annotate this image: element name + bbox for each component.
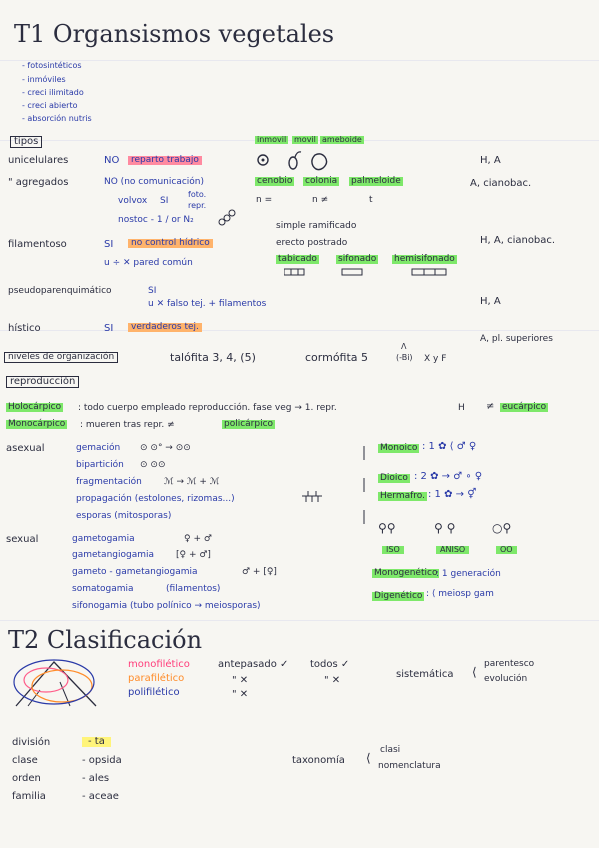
cell-types-drawing — [255, 150, 335, 172]
niveles-label: niveles de organización — [4, 352, 118, 363]
reproduccion-label: reproducción — [6, 376, 79, 388]
col-antepasado: antepasado ✓ — [218, 659, 289, 670]
hermafro-term: Hermafro. — [380, 491, 426, 501]
asexual-item: fragmentación — [76, 477, 142, 487]
gamete-aniso-drawing: ⚲ ⚲ — [434, 521, 456, 535]
monocarpico-term: Monocárpico — [8, 419, 66, 429]
sexual-symbol: ♂ + [♀] — [242, 567, 277, 577]
cladogram-drawing — [10, 652, 110, 710]
col-todos: todos ✓ — [310, 659, 350, 670]
monogenetico-text: : 1 generación — [436, 569, 501, 579]
filam-simple: simple ramificado — [276, 221, 357, 231]
rank-label: clase — [12, 755, 38, 766]
sexual-label: sexual — [6, 534, 39, 545]
section-title-t1: T1 Organsismos vegetales — [14, 20, 335, 48]
rank-suffix: - opsida — [82, 755, 122, 766]
taxonomia-nomenclatura: nomenclatura — [378, 761, 441, 771]
sexual-item: gameto - gametangiogamia — [72, 567, 198, 577]
mobility-movil: movil — [294, 135, 316, 144]
agreg-no: NO (no comunicación) — [104, 177, 205, 187]
mobility-inmovil: inmovil — [257, 135, 287, 144]
tipos-label: tipos — [10, 136, 42, 148]
trait-item: - absorción nutris — [22, 114, 92, 123]
asexual-item: gemación — [76, 443, 121, 453]
sexual-item: gametogamia — [72, 534, 135, 544]
agreg-n1: n = — [256, 195, 273, 205]
agreg-nostoc: nostoc - 1 ∕ or N₂ — [118, 215, 194, 225]
propagation-drawing — [300, 490, 326, 504]
term-monofiletico: monofilético — [128, 659, 190, 670]
agreg-volvox: volvox — [118, 196, 148, 206]
eucarpico-term: eucárpico — [502, 402, 547, 412]
sistematica-evolucion: evolución — [484, 674, 528, 684]
trait-item: - fotosintéticos — [22, 61, 82, 70]
asexual-item: esporas (mitosporas) — [76, 511, 172, 521]
histico-highlight: verdaderos tej. — [128, 323, 202, 332]
rank-label: división — [12, 737, 51, 748]
asexual-symbol: ⊙ ⊙⊙ — [140, 460, 166, 470]
rank-label: orden — [12, 773, 41, 784]
row-label-filamentoso: filamentoso — [8, 239, 67, 250]
poli-antepasado: " ✕ — [232, 689, 249, 700]
monogenetico-term: Monogenético — [374, 568, 438, 578]
digenetico-term: Digenético — [374, 591, 423, 601]
rank-suffix: - aceae — [82, 791, 119, 802]
gamete-oo-drawing: ○⚲ — [492, 521, 512, 535]
sexual-symbol: ♀ + ♂ — [184, 534, 212, 544]
monoico-symbols: : 1 ✿ ⟨ ♂ ♀ — [422, 441, 477, 452]
agreg-n3: t — [369, 195, 373, 205]
unicel-highlight: reparto trabajo — [128, 156, 202, 165]
agreg-cenobio: cenobio — [257, 176, 293, 186]
row-label-pseudo: pseudoparenquimático — [8, 286, 112, 296]
agreg-repr: repr. — [188, 201, 207, 210]
sexual-item: gametangiogamia — [72, 550, 155, 560]
agreg-palmeloide: palmeloide — [351, 176, 401, 186]
term-parafiletico: parafilético — [128, 673, 185, 684]
taxonomia-brace: ⟨ — [366, 751, 371, 765]
ruled-line — [0, 330, 599, 331]
agreg-right: A, cianobac. — [470, 178, 532, 189]
taxonomia-label: taxonomía — [292, 755, 345, 766]
asexual-symbol: ⊙ ⊙° → ⊙⊙ — [140, 443, 191, 453]
niveles-cormofita: cormófita 5 — [305, 351, 369, 364]
trait-item: - inmóviles — [22, 75, 66, 84]
sistematica-brace: ⟨ — [472, 665, 477, 679]
filament-drawings — [284, 268, 454, 278]
nostoc-chain-drawing — [218, 208, 238, 226]
trait-item: - creci ilimitado — [22, 88, 84, 97]
pseudo-sub: u ✕ falso tej. + filamentos — [148, 299, 267, 309]
sexual-symbol: (filamentos) — [166, 584, 221, 594]
asexual-symbol: ℳ → ℳ + ℳ — [164, 477, 220, 487]
row-label-agregados: " agregados — [8, 177, 69, 188]
iso-term: ISO — [382, 546, 404, 554]
agreg-si: SI — [160, 196, 169, 206]
digenetico-text: : ⟨ meiosp gam — [426, 589, 494, 599]
trait-item: - creci abierto — [22, 101, 78, 110]
monoico-term: Monoico — [380, 443, 418, 453]
term-polifiletico: polifilético — [128, 687, 180, 698]
filam-hemisifonado: hemisifonado — [394, 254, 455, 264]
sexual-item: somatogamia — [72, 584, 134, 594]
unicel-right: H, A — [480, 155, 501, 166]
agreg-n2: n ≠ — [312, 195, 329, 205]
holo-neq: ≠ — [486, 401, 495, 412]
dioico-symbols: : 2 ✿ → ♂ ∘ ♀ — [414, 471, 483, 482]
filam-sub: u ÷ ✕ pared común — [104, 258, 193, 268]
rank-label: familia — [12, 791, 46, 802]
asexual-item: bipartición — [76, 460, 124, 470]
niveles-cormo-sup: Λ — [401, 342, 407, 351]
pseudo-right: H, A — [480, 296, 501, 307]
aniso-term: ANISO — [436, 546, 469, 554]
histico-right: A, pl. superiores — [480, 334, 553, 344]
column-separator — [362, 446, 366, 526]
pseudo-si: SI — [148, 286, 157, 296]
asexual-item: propagación (estolones, rizomas...) — [76, 494, 235, 504]
row-label-unicelulares: unicelulares — [8, 155, 69, 166]
row-label-histico: hístico — [8, 323, 41, 334]
filam-right: H, A, cianobac. — [480, 235, 556, 246]
monocarpico-text: : mueren tras repr. ≠ — [80, 420, 175, 430]
holo-h: H — [458, 403, 465, 413]
ruled-line — [0, 60, 599, 61]
para-antepasado: " ✕ — [232, 675, 249, 686]
asexual-label: asexual — [6, 443, 45, 454]
para-todos: " ✕ — [324, 675, 341, 686]
sistematica-parentesco: parentesco — [484, 659, 535, 669]
rank-suffix: - ales — [82, 773, 110, 784]
gamete-iso-drawing: ⚲⚲ — [378, 521, 396, 535]
taxonomia-clasi: clasi — [380, 745, 401, 755]
sexual-item: sifonogamia (tubo polínico → meiosporas) — [72, 601, 261, 611]
agreg-colonia: colonia — [305, 176, 338, 186]
niveles-talofita: talófita 3, 4, (5) — [170, 351, 256, 364]
filam-si: SI — [104, 239, 114, 250]
filam-tabicado: tabicado — [278, 254, 317, 264]
filam-erecto: erecto postrado — [276, 238, 348, 248]
mobility-ameboide: ameboide — [322, 135, 362, 144]
niveles-xyf: X y F — [424, 354, 447, 364]
hermafro-symbols: : 1 ✿ → ⚥ — [428, 489, 477, 500]
policarpico-term: policárpico — [224, 419, 274, 429]
section-title-t2: T2 Clasificación — [8, 626, 203, 654]
rank-suffix: - ta — [82, 737, 111, 747]
agreg-foto: foto. — [188, 190, 207, 199]
sexual-symbol: [♀ + ♂] — [176, 550, 211, 560]
unicel-no: NO — [104, 155, 120, 166]
filam-sifonado: sifonado — [338, 254, 377, 264]
niveles-cormo-sub: (-Bi) — [396, 353, 413, 362]
holocarpico-text: : todo cuerpo empleado reproducción. fase veg → 1. repr. — [78, 403, 337, 413]
holocarpico-term: Holocárpico — [8, 402, 62, 412]
filam-highlight: no control hídrico — [128, 239, 213, 248]
histico-si: SI — [104, 323, 114, 334]
oo-term: OO — [496, 546, 517, 554]
dioico-term: Dioico — [380, 473, 408, 483]
sistematica-label: sistemática — [396, 669, 454, 680]
ruled-line — [0, 620, 599, 621]
